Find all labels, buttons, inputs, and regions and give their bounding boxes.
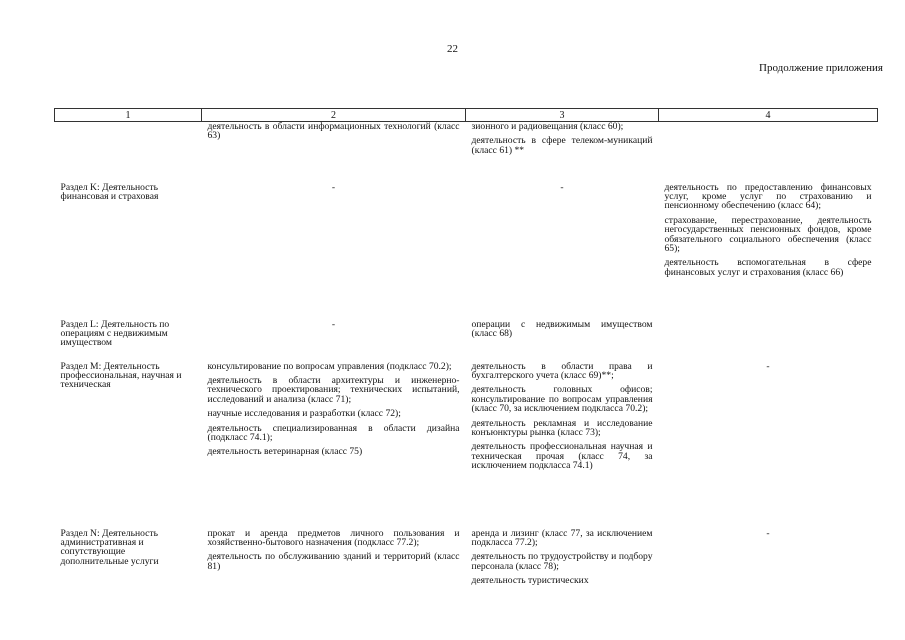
activity-item: деятельность вспомогательная в сфере финансовых услуг и страхования (класс 66) (664, 257, 872, 278)
page-number: 22 (447, 43, 458, 55)
activity-item: деятельность по предоставлению финансовых услуг, кроме услуг по страхованию и пенсионному обеспечению (класс 64); (664, 181, 872, 212)
activity-item: зионного и радиовещания (класс 60); (471, 121, 624, 132)
column-header-4: 4 (659, 109, 878, 122)
activity-item: деятельность ветеринарная (класс 75) (207, 446, 363, 458)
activity-item: деятельность по обслуживанию зданий и территорий (класс 81) (207, 551, 460, 572)
activity-item: страхование, перестрахование, деятельность негосударственных пенсионных фондов, кроме обязательного социального обеспечения (класс 65); (664, 214, 872, 254)
activity-cell-col2 (202, 182, 466, 319)
column-header-3: 3 (466, 109, 659, 122)
activity-cell-col4 (659, 319, 878, 361)
empty-dash: - (331, 181, 336, 193)
section-label: Раздел M: Деятельность профессиональная, научная и техническая (60, 360, 182, 391)
table-row (55, 182, 878, 319)
activity-item: деятельность по трудоустройству и подбору персонала (класс 78); (471, 551, 653, 572)
activity-item: деятельность в области информационных технологий (класс 63) (207, 121, 460, 142)
activity-cell-col3 (466, 122, 659, 182)
continuation-note: Продолжение приложения (759, 62, 883, 74)
activity-item: научные исследования и разработки (класс 72); (207, 408, 401, 420)
activity-cell-col4 (659, 122, 878, 182)
section-label: Раздел N: Деятельность административная и сопутствующие дополнительные услуги (60, 527, 159, 567)
activity-cell-col3 (466, 361, 659, 528)
activity-item: деятельность в сфере телеком-муникаций (класс 61) ** (471, 135, 653, 156)
empty-dash: - (560, 181, 564, 193)
table-header-row (55, 109, 878, 122)
section-cell (55, 528, 202, 591)
column-header-2: 2 (202, 109, 466, 122)
activity-cell-col2 (202, 361, 466, 528)
table-row (55, 122, 878, 182)
activity-item: деятельность в области права и бухгалтерского учета (класс 69)**; (471, 360, 653, 381)
activity-cell-col3 (466, 182, 659, 319)
activity-cell-col4 (659, 361, 878, 528)
activity-item: деятельность головных офисов; консультирование по вопросам управления (класс 70, за исключением подкласса 70.2); (471, 384, 653, 415)
activity-cell-col3 (466, 319, 659, 361)
section-label: Раздел K: Деятельность финансовая и страховая (60, 181, 159, 202)
activity-item: операции с недвижимым имуществом (класс 68) (471, 318, 653, 339)
activity-item: деятельность рекламная и исследование конъюнктуры рынка (класс 73); (471, 417, 653, 438)
activity-cell-col4 (659, 182, 878, 319)
activity-cell-col2 (202, 528, 466, 591)
table-row (55, 361, 878, 528)
section-cell (55, 122, 202, 182)
table-row (55, 528, 878, 591)
activity-item: деятельность профессиональная научная и техническая прочая (класс 74, за исключением подкласса 74.1) (471, 441, 653, 472)
section-cell (55, 182, 202, 319)
table-row (55, 319, 878, 361)
empty-dash: - (331, 318, 336, 330)
activity-cell-col2 (202, 319, 466, 361)
activity-item: деятельность в области архитектуры и инженерно-технического проектирования; технических испытаний, исследований и анализа (класс 71); (207, 374, 460, 405)
classification-table (54, 108, 878, 591)
activity-item: деятельность туристических (471, 575, 589, 587)
activity-item: аренда и лизинг (класс 77, за исключением подкласса 77.2); (471, 527, 653, 548)
column-header-1: 1 (55, 109, 202, 122)
section-cell (55, 319, 202, 361)
section-label: Раздел L: Деятельность по операциям с недвижимым имуществом (60, 318, 170, 349)
activity-cell-col2 (202, 122, 466, 182)
activity-item: прокат и аренда предметов личного пользования и хозяйственно-бытового назначения (подкласс 77.2); (207, 527, 460, 548)
empty-dash: - (766, 360, 770, 372)
activity-cell-col3 (466, 528, 659, 591)
activity-cell-col4 (659, 528, 878, 591)
empty-dash: - (766, 527, 770, 539)
activity-item: консультирование по вопросам управления (подкласс 70.2); (207, 360, 452, 372)
activity-item: деятельность специализированная в области дизайна (подкласс 74.1); (207, 422, 460, 443)
section-cell (55, 361, 202, 528)
